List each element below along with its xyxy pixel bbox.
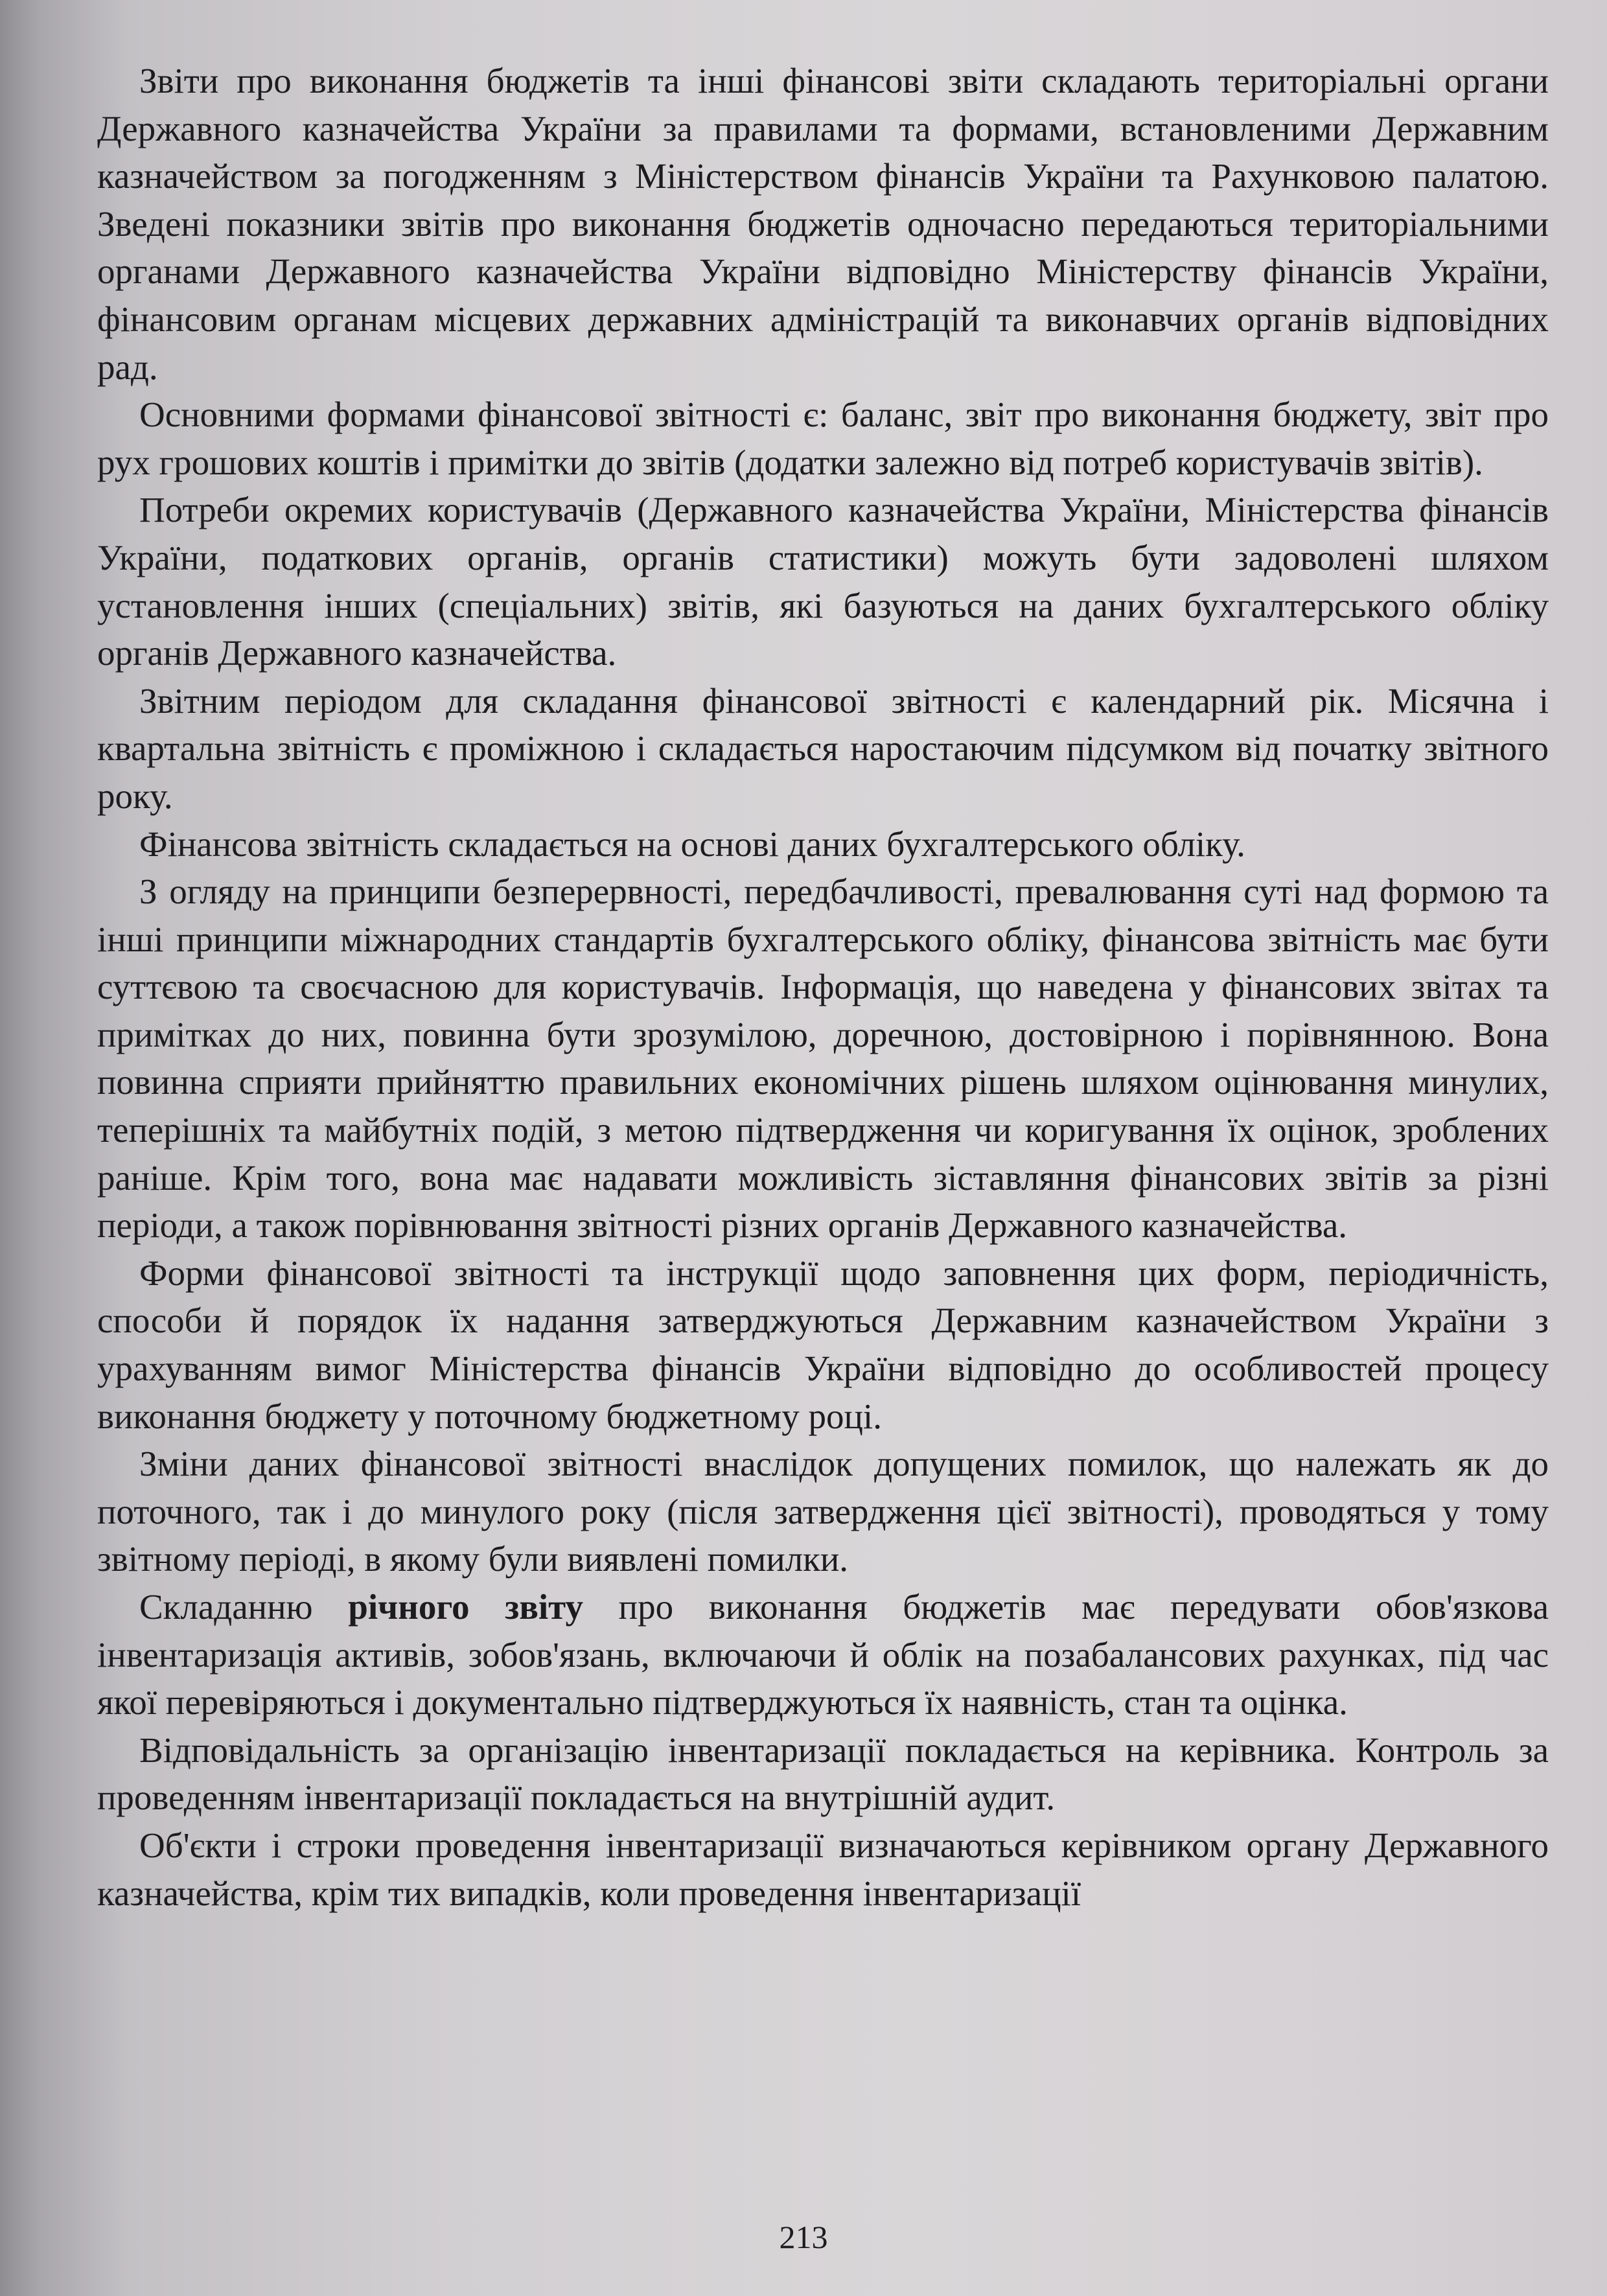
annual-report-emphasis: річного звіту [348, 1587, 583, 1627]
paragraph-report-forms: Основними формами фінансової звітності є: баланс, звіт про виконання бюджету, звіт про рух грошових коштів і примітки до звітів (додатки залежно від потреб користувачів звітів). [97, 395, 1549, 482]
paragraph-budget-reports: Звіти про виконання бюджетів та інші фінансові звіти складають територіальні органи Державного казначейства України за правилами та формами, встановленими Державним казначейством за погодженням з Міністерством фінансів України та Рахунковою палатою. Зведені показники звітів про виконання бюджетів одночасно передаються територіальними органами Державного казначейства України відповідно Міністерству фінансів України, фінансовим органам місцевих державних адміністрацій та виконавчих органів відповідних рад. [97, 61, 1549, 387]
paragraph-inventory-objects: Об'єкти і строки проведення інвентаризації визначаються керівником органу Державного казначейства, крім тих випадків, коли проведення інвентаризації [97, 1825, 1549, 1913]
paragraph-accounting-basis: Фінансова звітність складається на основі даних бухгалтерського обліку. [139, 824, 1245, 864]
paragraph-principles: З огляду на принципи безперервності, передбачливості, превалювання суті над формою та інші принципи міжнародних стандартів бухгалтерського обліку, фінансова звітність має бути суттєвою та своєчасною для користувачів. Інформація, що наведена у фінансових звітах та примітках до них, повинна бути зрозумілою, доречною, достовірною і порівнянною. Вона повинна сприяти прийняттю правильних економічних рішень шляхом оцінювання минулих, теперішніх та майбутніх подій, з метою підтвердження чи коригування їх оцінок, зроблених раніше. Крім того, вона має надавати можливість зіставляння фінансових звітів за різні періоди, а також порівнювання звітності різних органів Державного казначейства. [97, 872, 1549, 1246]
paragraph-annual-report [97, 1583, 1549, 1726]
paragraph-reporting-period: Звітним періодом для складання фінансової звітності є календарний рік. Місячна і квартальна звітність є проміжною і складається наростаючим підсумком від початку звітного року. [97, 680, 1549, 816]
paragraph-inventory-responsibility: Відповідальність за організацію інвентаризації покладається на керівника. Контроль за проведенням інвентаризації покладається на внутрішній аудит. [97, 1730, 1549, 1818]
page-number: 213 [779, 2219, 828, 2255]
annual-report-text-start: Складанню [139, 1587, 349, 1627]
paragraph-report-forms-approval: Форми фінансової звітності та інструкції щодо заповнення цих форм, періодичність, способи й порядок їх надання затверджуються Державним казначейством України з урахуванням вимог Міністерства фінансів України відповідно до особливостей процесу виконання бюджету у поточному бюджетному році. [97, 1253, 1549, 1436]
paragraph-error-corrections: Зміни даних фінансової звітності внаслідок допущених помилок, що належать як до поточного, так і до минулого року (після затвердження цієї звітності), проводяться у тому звітному періоді, в якому були виявлені помилки. [97, 1444, 1549, 1579]
annual-report-text-end: про виконання бюджетів має передувати обов'язкова інвентаризація активів, зобов'язань, включаючи й облік на позабалансових рахунках, під час якої перевіряються і документально підтверджуються їх наявність, стан та оцінка. [97, 1587, 1549, 1722]
body-text [97, 57, 1549, 1917]
paragraph-user-needs: Потреби окремих користувачів (Державного казначейства України, Міністерства фінансів України, податкових органів, органів статистики) можуть бути задоволені шляхом установлення інших (спеціальних) звітів, які базуються на даних бухгалтерського обліку органів Державного казначейства. [97, 490, 1549, 673]
